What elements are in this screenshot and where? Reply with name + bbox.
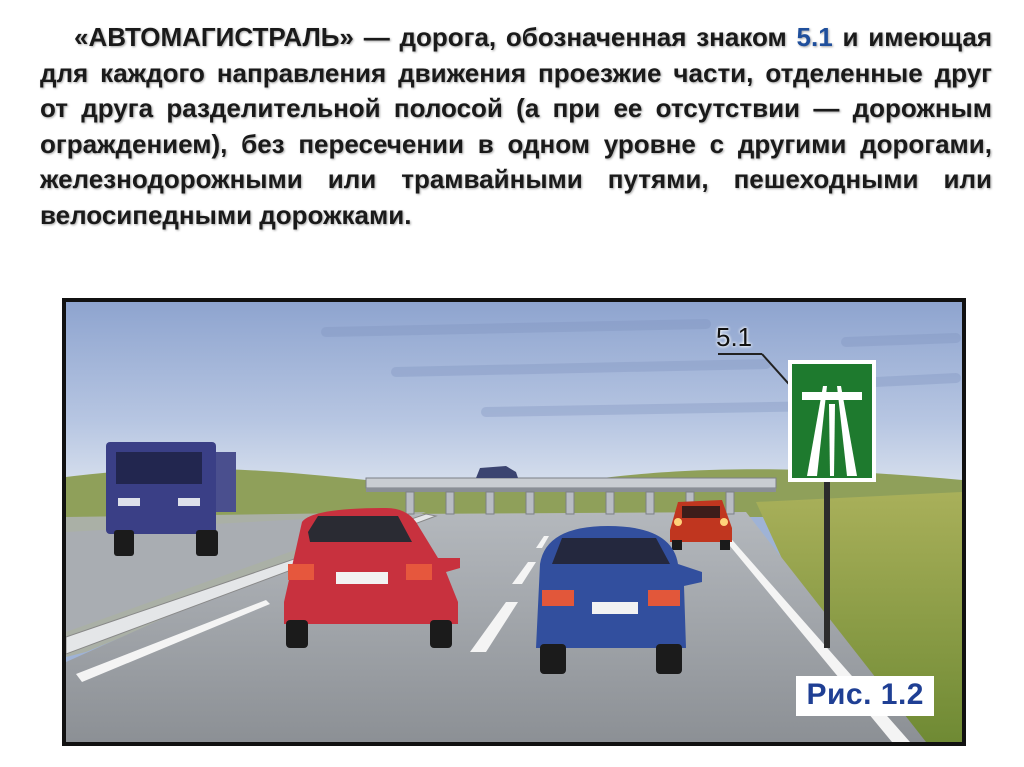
- sign-post: [824, 478, 830, 648]
- term: «АВТОМАГИСТРАЛЬ»: [74, 22, 354, 52]
- definition-text: [40, 20, 992, 233]
- sign-reference: 5.1: [796, 22, 833, 52]
- sign-code-label: 5.1: [716, 322, 753, 352]
- motorway-sign-5-1: [790, 362, 874, 480]
- motorway-illustration: [62, 298, 966, 746]
- definition-part-2: и имеющая для каждого направления движения проезжие части, отделенные друг от друга разделительной полосой (а при ее отсутствии — дорожным ограждением), без пересечении в одном уровне с другими дорогами, железнодорожными или трамвайными путями, пешеходными или велосипедными дорожками.: [40, 22, 993, 230]
- figure-caption: Рис. 1.2: [796, 676, 934, 716]
- definition-part-1: — дорога, обозначенная знаком: [353, 22, 797, 52]
